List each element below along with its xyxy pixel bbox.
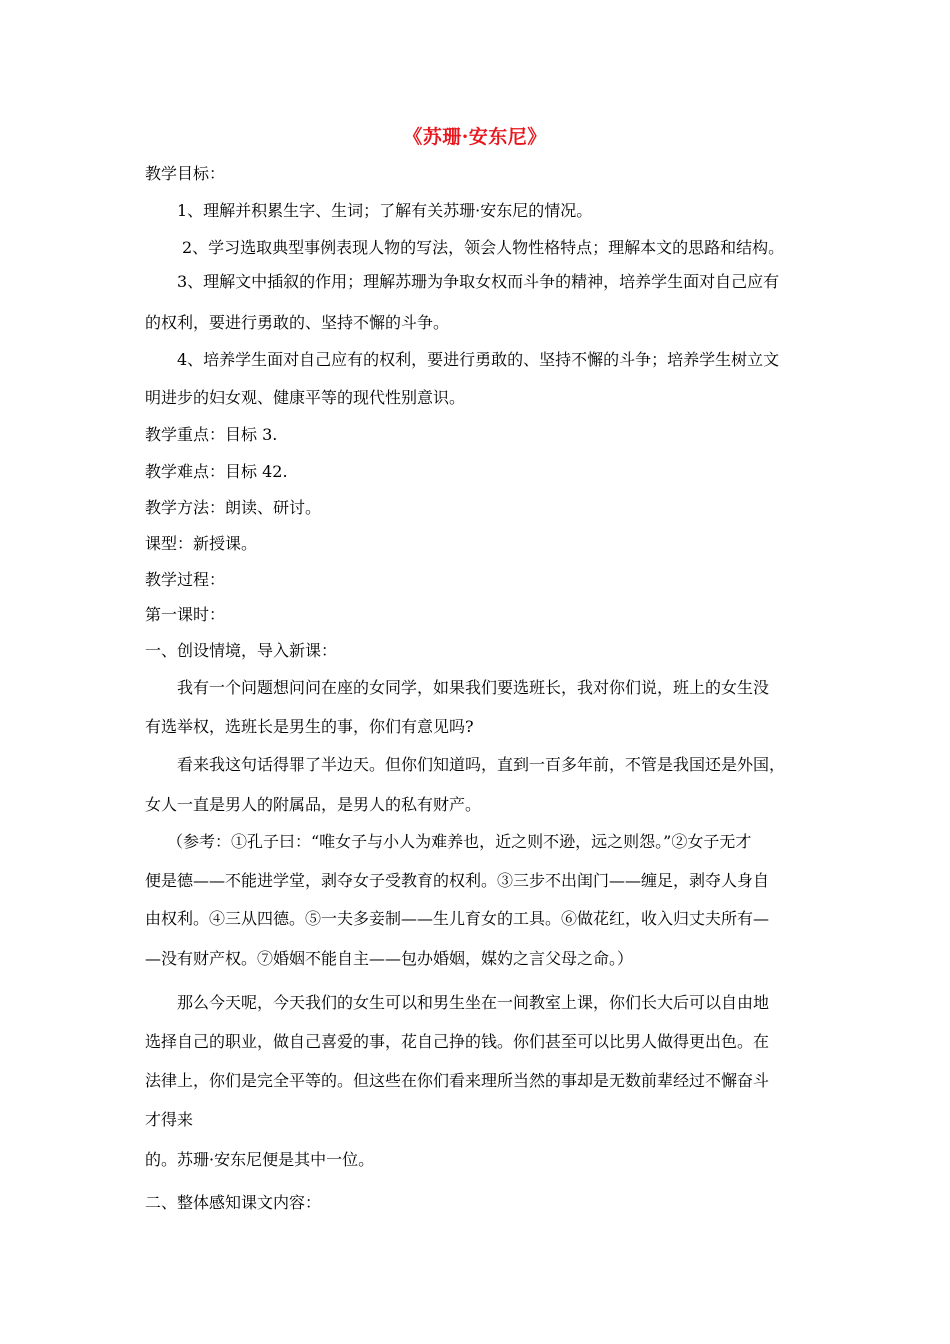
- teaching-focus: 教学重点：目标 3.: [145, 425, 278, 444]
- objective-3-line-2: 的权利，要进行勇敢的、坚持不懈的斗争。: [145, 313, 450, 332]
- paragraph-3-line-1: 那么今天呢，今天我们的女生可以和男生坐在一间教室上课，你们长大后可以自由地: [177, 993, 770, 1012]
- objective-3-line-1: 3、理解文中插叙的作用；理解苏珊为争取女权而斗争的精神，培养学生面对自己应有: [177, 272, 780, 291]
- objective-2: 2、学习选取典型事例表现人物的写法，领会人物性格特点；理解本文的思路和结构。: [182, 238, 785, 257]
- objective-4-line-1: 4、培养学生面对自己应有的权利，要进行勇敢的、坚持不懈的斗争；培养学生树立文: [177, 350, 780, 369]
- objective-4-line-2: 明进步的妇女观、健康平等的现代性别意识。: [145, 388, 466, 407]
- reference-line-3: 由权利。④三从四德。⑤一夫多妾制——生儿育女的工具。⑥做花红，收入归丈夫所有—: [145, 909, 770, 928]
- section-two-heading: 二、整体感知课文内容：: [145, 1193, 322, 1212]
- teaching-difficulty: 教学难点：目标 42.: [145, 462, 288, 481]
- reference-line-1: （参考：①孔子曰：“唯女子与小人为难养也，近之则不逊，远之则怨。”②女子无才: [167, 832, 752, 851]
- section-one-heading: 一、创设情境，导入新课：: [145, 641, 338, 660]
- teaching-process-heading: 教学过程：: [145, 570, 226, 589]
- paragraph-3-line-4: 才得来: [145, 1110, 194, 1129]
- paragraph-3-line-3: 法律上，你们是完全平等的。但这些在你们看来理所当然的事却是无数前辈经过不懈奋斗: [145, 1071, 770, 1090]
- objective-1: 1、理解并积累生字、生词；了解有关苏珊·安东尼的情况。: [177, 201, 593, 220]
- paragraph-3-line-5: 的。苏珊·安东尼便是其中一位。: [145, 1150, 375, 1169]
- reference-line-4: —没有财产权。⑦婚姻不能自主——包办婚姻，媒妁之言父母之命。）: [145, 949, 634, 968]
- teaching-method: 教学方法：朗读、研讨。: [145, 498, 322, 517]
- section-heading: 教学目标：: [145, 164, 226, 183]
- paragraph-2-line-1: 看来我这句话得罪了半边天。但你们知道吗，直到一百多年前，不管是我国还是外国，: [177, 755, 786, 774]
- paragraph-3-line-2: 选择自己的职业，做自己喜爱的事，花自己挣的钱。你们甚至可以比男人做得更出色。在: [145, 1032, 770, 1051]
- document-title: 《苏珊·安东尼》: [403, 126, 547, 148]
- paragraph-2-line-2: 女人一直是男人的附属品，是男人的私有财产。: [145, 795, 482, 814]
- paragraph-1-line-2: 有选举权，选班长是男生的事，你们有意见吗?: [145, 717, 474, 736]
- lesson-type: 课型：新授课。: [145, 534, 258, 553]
- paragraph-1-line-1: 我有一个问题想问问在座的女同学，如果我们要选班长，我对你们说，班上的女生没: [177, 678, 770, 697]
- reference-line-2: 便是德——不能进学堂，剥夺女子受教育的权利。③三步不出闺门——缠足，剥夺人身自: [145, 871, 770, 890]
- first-period-heading: 第一课时：: [145, 605, 226, 624]
